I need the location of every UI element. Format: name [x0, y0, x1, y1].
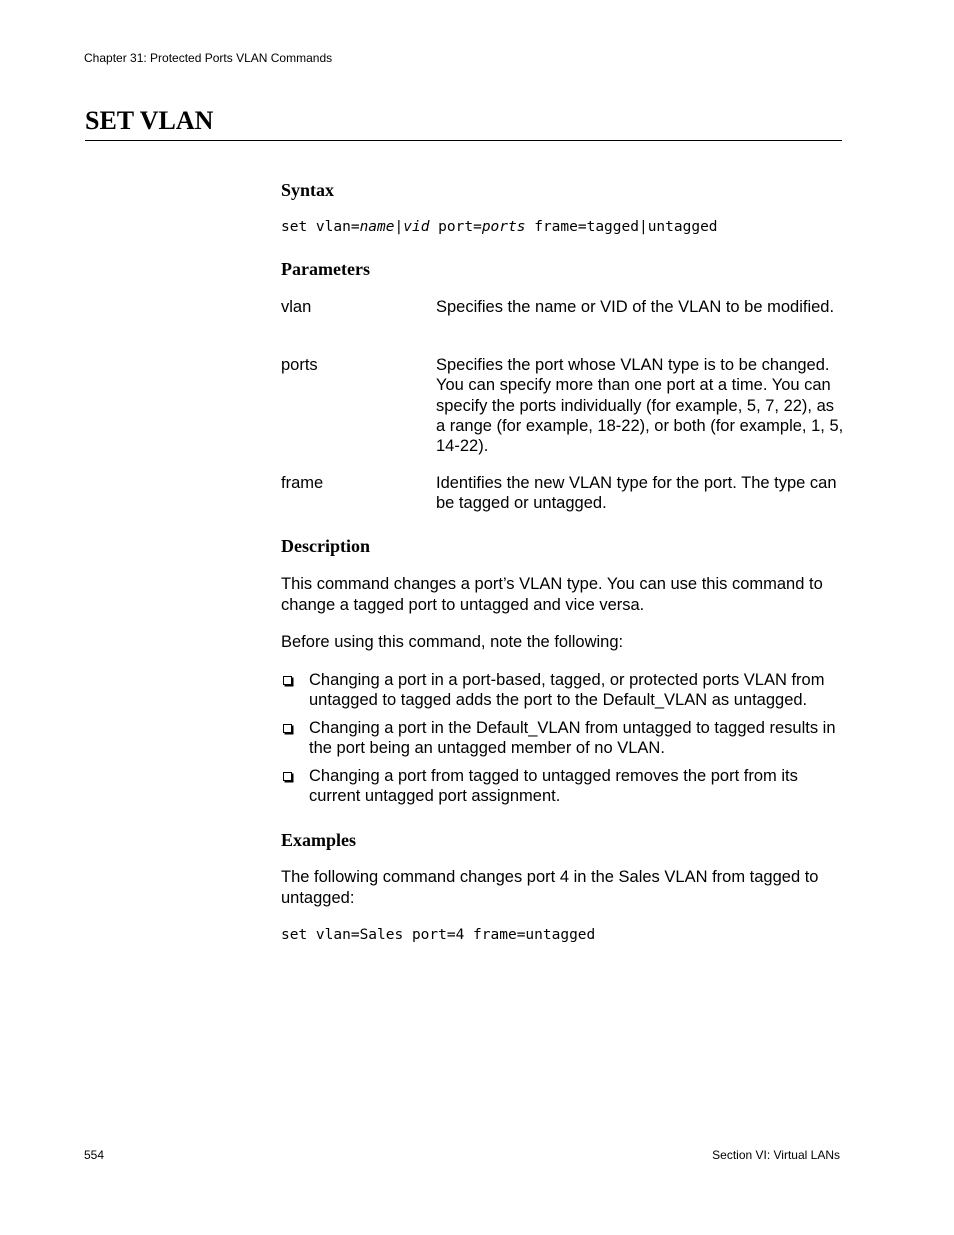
parameters-heading: Parameters	[281, 259, 370, 279]
bullet-text: Changing a port in a port-based, tagged, or protected ports VLAN from untagged to tagged adds the port to the Default_VLAN as untagged.	[309, 671, 825, 710]
examples-para: The following command changes port 4 in the Sales VLAN from tagged to untagged:	[281, 868, 819, 907]
param-name-ports: ports	[281, 356, 318, 374]
description-para-2: Before using this command, note the following:	[281, 633, 624, 651]
examples-heading: Examples	[281, 830, 357, 850]
param-desc-vlan: Specifies the name or VID of the VLAN to be modified.	[436, 298, 835, 316]
param-desc-frame: Identifies the new VLAN type for the port. The type can be tagged or untagged.	[436, 474, 837, 513]
checkbox-bullet-icon	[283, 676, 292, 685]
param-name-vlan: vlan	[281, 298, 312, 316]
bullet-text: Changing a port in the Default_VLAN from untagged to tagged results in the port being an untagged member of no VLAN.	[309, 719, 836, 758]
title-rule	[85, 140, 842, 141]
checkbox-bullet-icon	[283, 724, 292, 733]
footer-section: Section VI: Virtual LANs	[712, 1148, 840, 1162]
running-head: Chapter 31: Protected Ports VLAN Commands	[84, 51, 333, 65]
syntax-command: set vlan=name|vid port=ports frame=tagged|untagged	[281, 219, 718, 235]
page-title: SET VLAN	[85, 106, 214, 135]
syntax-heading: Syntax	[281, 180, 335, 200]
description-heading: Description	[281, 536, 370, 556]
page-number: 554	[84, 1148, 105, 1162]
bullet-text: Changing a port from tagged to untagged removes the port from its current untagged port assignment.	[309, 767, 798, 806]
example-command: set vlan=Sales port=4 frame=untagged	[281, 927, 596, 943]
description-para-1: This command changes a port’s VLAN type. You can use this command to change a tagged port to untagged and vice versa.	[281, 575, 823, 614]
param-desc-ports: Specifies the port whose VLAN type is to be changed. You can specify more than one port at a time. You can specify the ports individually (for example, 5, 7, 22), as a range (for example, 18-22), or both (for example, 1, 5, 14-22).	[436, 356, 844, 456]
checkbox-bullet-icon	[283, 772, 292, 781]
param-name-frame: frame	[281, 474, 324, 492]
